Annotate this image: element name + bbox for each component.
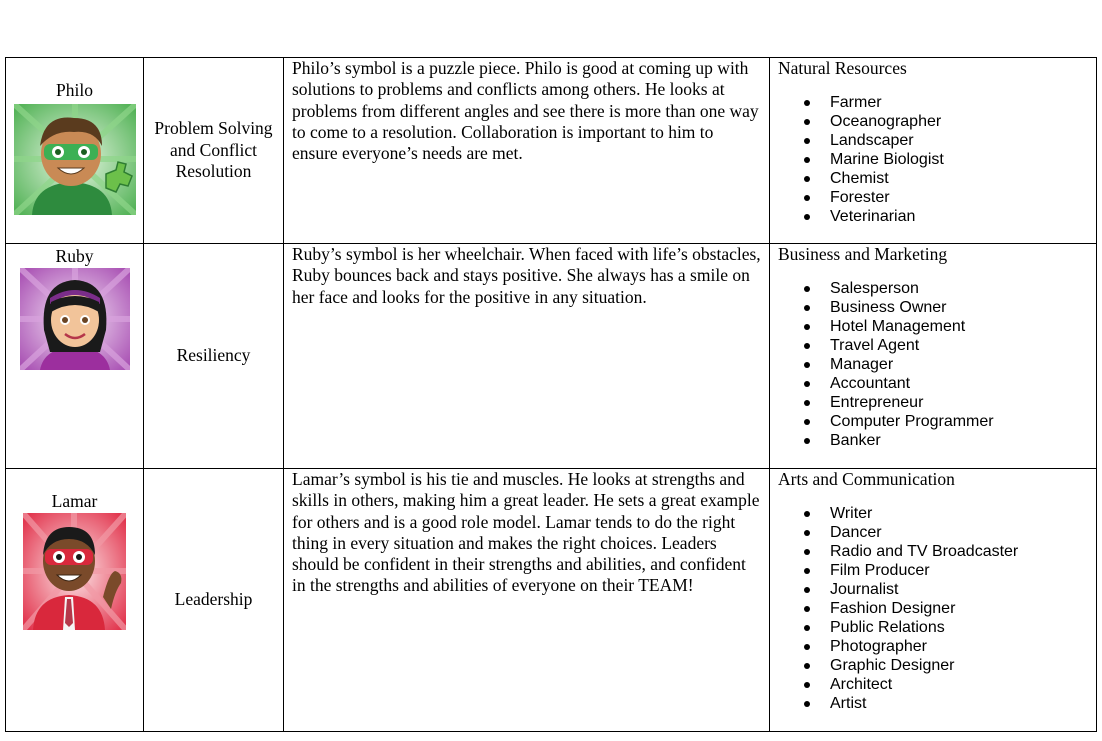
list-item: Fashion Designer <box>830 599 1088 618</box>
list-item: Radio and TV Broadcaster <box>830 542 1088 561</box>
career-list <box>778 504 1088 713</box>
list-item: Hotel Management <box>830 317 1088 336</box>
character-table <box>5 57 1097 732</box>
character-cell <box>6 58 144 244</box>
list-item: Accountant <box>830 374 1088 393</box>
list-item: Computer Programmer <box>830 412 1088 431</box>
table-row <box>6 58 1097 244</box>
list-item: Oceanographer <box>830 112 1088 131</box>
cluster-title: Natural Resources <box>778 58 907 78</box>
list-item: Artist <box>830 694 1088 713</box>
list-item: Farmer <box>830 93 1088 112</box>
character-cell <box>6 469 144 732</box>
lamar-avatar-icon <box>23 513 126 630</box>
ruby-avatar-icon <box>20 268 130 370</box>
list-item: Graphic Designer <box>830 656 1088 675</box>
list-item: Manager <box>830 355 1088 374</box>
list-item: Film Producer <box>830 561 1088 580</box>
list-item: Journalist <box>830 580 1088 599</box>
career-cluster-cell <box>770 244 1097 469</box>
description-cell: Philo’s symbol is a puzzle piece. Philo is good at coming up with solutions to problems and conflicts among others. He looks at problems from different angles and see there is more than one way to come to a resolution. Collaboration is important to him to ensure everyone’s needs are met. <box>284 58 770 244</box>
career-cluster-cell <box>770 469 1097 732</box>
list-item: Salesperson <box>830 279 1088 298</box>
list-item: Forester <box>830 188 1088 207</box>
list-item: Entrepreneur <box>830 393 1088 412</box>
list-item: Photographer <box>830 637 1088 656</box>
career-list <box>778 279 1088 450</box>
character-cell <box>6 244 144 469</box>
table-row <box>6 469 1097 732</box>
list-item: Architect <box>830 675 1088 694</box>
list-item: Veterinarian <box>830 207 1088 226</box>
list-item: Dancer <box>830 523 1088 542</box>
list-item: Chemist <box>830 169 1088 188</box>
character-name: Lamar <box>51 491 98 511</box>
cluster-title: Business and Marketing <box>778 244 948 264</box>
list-item: Travel Agent <box>830 336 1088 355</box>
list-item: Marine Biologist <box>830 150 1088 169</box>
cluster-title: Arts and Communication <box>778 469 955 489</box>
character-name: Philo <box>56 80 93 100</box>
list-item: Banker <box>830 431 1088 450</box>
table-row <box>6 244 1097 469</box>
trait-cell: Problem Solving and Conflict Resolution <box>144 58 284 244</box>
career-list <box>778 93 1088 226</box>
career-cluster-cell <box>770 58 1097 244</box>
character-name: Ruby <box>55 246 94 266</box>
list-item: Writer <box>830 504 1088 523</box>
trait-cell: Leadership <box>144 469 284 732</box>
description-cell: Ruby’s symbol is her wheelchair. When faced with life’s obstacles, Ruby bounces back and stays positive. She always has a smile on her face and looks for the positive in any situation. <box>284 244 770 469</box>
list-item: Public Relations <box>830 618 1088 637</box>
description-cell: Lamar’s symbol is his tie and muscles. He looks at strengths and skills in others, making him a great leader. He sets a great example for others and is a good role model. Lamar tends to do the right thing in every situation and makes the right choices. Leaders should be confident in their strengths and abilities, and confident in the strengths and abilities of everyone on their TEAM! <box>284 469 770 732</box>
philo-avatar-icon <box>14 104 136 215</box>
list-item: Business Owner <box>830 298 1088 317</box>
list-item: Landscaper <box>830 131 1088 150</box>
trait-cell: Resiliency <box>144 244 284 469</box>
